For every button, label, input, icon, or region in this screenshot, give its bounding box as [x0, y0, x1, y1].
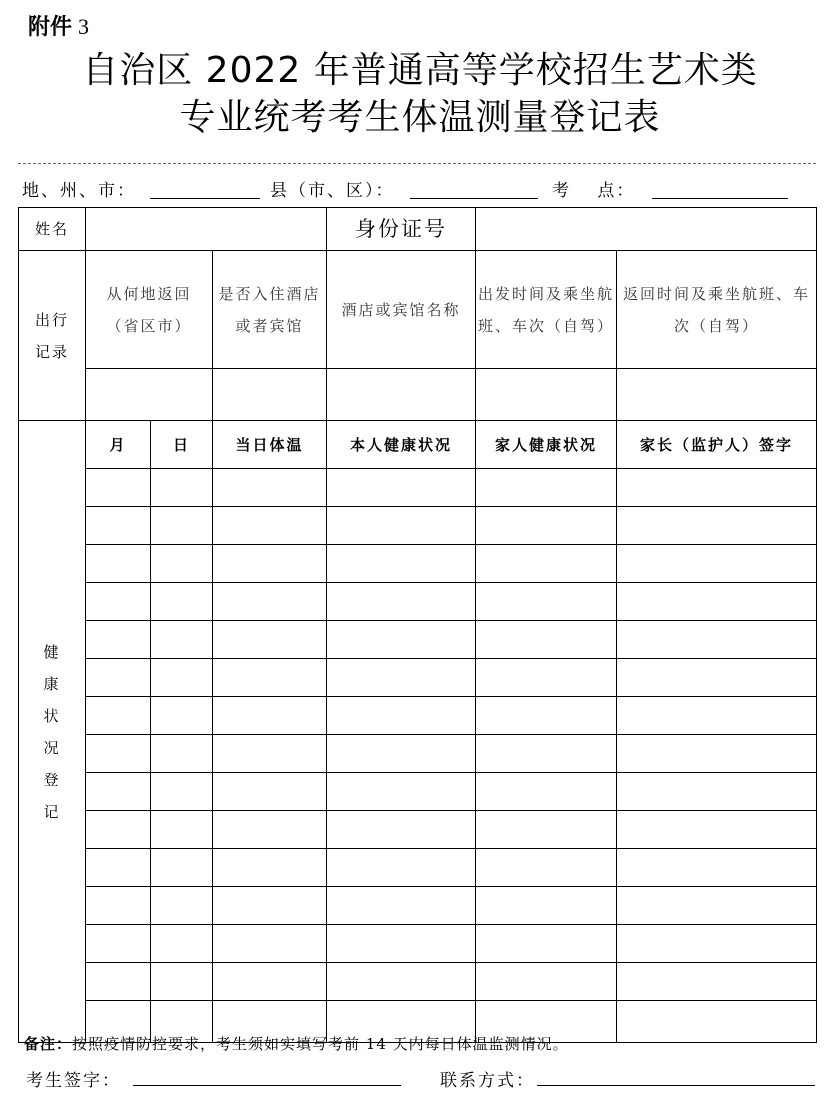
day-cell[interactable] [151, 773, 213, 811]
travel-from-cell[interactable] [86, 369, 213, 421]
id-number-label: 身份证号 [327, 208, 476, 251]
self-health-cell[interactable] [327, 887, 476, 925]
health-row [19, 469, 817, 507]
temperature-cell[interactable] [213, 849, 327, 887]
health-row [19, 545, 817, 583]
family-health-cell[interactable] [476, 963, 617, 1001]
day-cell[interactable] [151, 621, 213, 659]
self-health-cell[interactable] [327, 849, 476, 887]
health-header-month: 月 [86, 421, 151, 469]
health-row [19, 659, 817, 697]
name-label: 姓名 [19, 208, 86, 251]
guardian-signature-cell[interactable] [617, 659, 817, 697]
id-number-field[interactable] [476, 208, 817, 251]
self-health-cell[interactable] [327, 469, 476, 507]
health-row [19, 697, 817, 735]
temperature-cell[interactable] [213, 621, 327, 659]
self-health-cell[interactable] [327, 773, 476, 811]
month-cell[interactable] [86, 811, 151, 849]
month-cell[interactable] [86, 925, 151, 963]
family-health-cell[interactable] [476, 773, 617, 811]
hotel-stay-cell[interactable] [213, 369, 327, 421]
travel-from-header: 从何地返回（省区市） [86, 251, 213, 369]
county-field[interactable] [410, 198, 538, 199]
temperature-cell[interactable] [213, 735, 327, 773]
day-cell[interactable] [151, 925, 213, 963]
family-health-cell[interactable] [476, 811, 617, 849]
site-label: 考 点： [552, 181, 636, 201]
family-health-cell[interactable] [476, 659, 617, 697]
temperature-cell[interactable] [213, 811, 327, 849]
health-row [19, 963, 817, 1001]
month-cell[interactable] [86, 735, 151, 773]
family-health-cell[interactable] [476, 849, 617, 887]
registration-table [18, 207, 817, 1043]
family-health-cell[interactable] [476, 697, 617, 735]
month-cell[interactable] [86, 583, 151, 621]
health-record-label: 健 康 状 况 登 记 [19, 421, 86, 1043]
month-cell[interactable] [86, 887, 151, 925]
remark [24, 1033, 569, 1054]
contact-field[interactable] [537, 1085, 815, 1086]
attachment-text: 附件 [28, 15, 73, 40]
guardian-signature-cell[interactable] [617, 773, 817, 811]
health-row [19, 583, 817, 621]
guardian-signature-cell[interactable] [617, 1001, 817, 1043]
temperature-cell[interactable] [213, 545, 327, 583]
guardian-signature-cell[interactable] [617, 469, 817, 507]
month-cell[interactable] [86, 659, 151, 697]
family-health-cell[interactable] [476, 887, 617, 925]
guardian-signature-cell[interactable] [617, 963, 817, 1001]
self-health-cell[interactable] [327, 925, 476, 963]
departure-header: 出发时间及乘坐航班、车次（自驾） [476, 251, 617, 369]
return-cell[interactable] [617, 369, 817, 421]
temperature-cell[interactable] [213, 963, 327, 1001]
remark-text: 按照疫情防控要求，考生须如实填写考前 14 天内每日体温监测情况。 [72, 1035, 569, 1053]
county-label: 县（市、区）： [270, 181, 395, 201]
dashed-divider [18, 163, 816, 164]
guardian-signature-cell[interactable] [617, 811, 817, 849]
return-header: 返回时间及乘坐航班、车次（自驾） [617, 251, 817, 369]
temperature-cell[interactable] [213, 773, 327, 811]
month-cell[interactable] [86, 773, 151, 811]
temperature-cell[interactable] [213, 659, 327, 697]
self-health-cell[interactable] [327, 811, 476, 849]
month-cell[interactable] [86, 469, 151, 507]
health-row [19, 887, 817, 925]
guardian-signature-cell[interactable] [617, 583, 817, 621]
travel-record-label: 出行记录 [19, 251, 86, 421]
student-signature-label: 考生签字： [26, 1071, 121, 1091]
self-health-cell[interactable] [327, 507, 476, 545]
temperature-cell[interactable] [213, 925, 327, 963]
month-cell[interactable] [86, 697, 151, 735]
guardian-signature-cell[interactable] [617, 735, 817, 773]
guardian-signature-cell[interactable] [617, 849, 817, 887]
region-label: 地、州、市： [22, 181, 136, 201]
hotel-name-cell[interactable] [327, 369, 476, 421]
self-health-cell[interactable] [327, 659, 476, 697]
temperature-cell[interactable] [213, 887, 327, 925]
health-row [19, 507, 817, 545]
family-health-cell[interactable] [476, 925, 617, 963]
student-signature-field[interactable] [133, 1085, 401, 1086]
health-header-guardian: 家长（监护人）签字 [617, 421, 817, 469]
remark-label: 备注： [24, 1035, 73, 1053]
guardian-signature-cell[interactable] [617, 545, 817, 583]
departure-cell[interactable] [476, 369, 617, 421]
family-health-cell[interactable] [476, 469, 617, 507]
day-cell[interactable] [151, 811, 213, 849]
hotel-name-header: 酒店或宾馆名称 [327, 251, 476, 369]
temperature-cell[interactable] [213, 697, 327, 735]
self-health-cell[interactable] [327, 963, 476, 1001]
day-cell[interactable] [151, 963, 213, 1001]
contact-label: 联系方式： [440, 1071, 535, 1091]
hotel-stay-header: 是否入住酒店或者宾馆 [213, 251, 327, 369]
health-header-day: 日 [151, 421, 213, 469]
day-cell[interactable] [151, 659, 213, 697]
region-field[interactable] [150, 198, 260, 199]
family-health-cell[interactable] [476, 583, 617, 621]
health-header-temperature: 当日体温 [213, 421, 327, 469]
health-header-family: 家人健康状况 [476, 421, 617, 469]
form-title-line-1: 自治区 2022 年普通高等学校招生艺术类 [82, 50, 758, 91]
day-cell[interactable] [151, 469, 213, 507]
day-cell[interactable] [151, 583, 213, 621]
month-cell[interactable] [86, 849, 151, 887]
month-cell[interactable] [86, 507, 151, 545]
temperature-cell[interactable] [213, 507, 327, 545]
health-row [19, 925, 817, 963]
guardian-signature-cell[interactable] [617, 887, 817, 925]
site-field[interactable] [652, 198, 788, 199]
day-cell[interactable] [151, 887, 213, 925]
guardian-signature-cell[interactable] [617, 621, 817, 659]
self-health-cell[interactable] [327, 697, 476, 735]
family-health-cell[interactable] [476, 545, 617, 583]
month-cell[interactable] [86, 621, 151, 659]
day-cell[interactable] [151, 849, 213, 887]
family-health-cell[interactable] [476, 735, 617, 773]
day-cell[interactable] [151, 735, 213, 773]
health-header-self: 本人健康状况 [327, 421, 476, 469]
attachment-number: 3 [78, 14, 90, 39]
health-row [19, 735, 817, 773]
day-cell[interactable] [151, 507, 213, 545]
health-row [19, 849, 817, 887]
health-row [19, 621, 817, 659]
guardian-signature-cell[interactable] [617, 925, 817, 963]
self-health-cell[interactable] [327, 583, 476, 621]
guardian-signature-cell[interactable] [617, 697, 817, 735]
form-title-line-2: 专业统考考生体温测量登记表 [179, 97, 661, 138]
family-health-cell[interactable] [476, 621, 617, 659]
name-field[interactable] [86, 208, 327, 251]
self-health-cell[interactable] [327, 545, 476, 583]
health-row [19, 811, 817, 849]
day-cell[interactable] [151, 545, 213, 583]
month-cell[interactable] [86, 963, 151, 1001]
month-cell[interactable] [86, 545, 151, 583]
guardian-signature-cell[interactable] [617, 507, 817, 545]
temperature-cell[interactable] [213, 469, 327, 507]
attachment-label [28, 10, 89, 41]
self-health-cell[interactable] [327, 735, 476, 773]
location-row [18, 171, 816, 205]
health-row [19, 773, 817, 811]
day-cell[interactable] [151, 697, 213, 735]
self-health-cell[interactable] [327, 621, 476, 659]
family-health-cell[interactable] [476, 507, 617, 545]
temperature-cell[interactable] [213, 583, 327, 621]
